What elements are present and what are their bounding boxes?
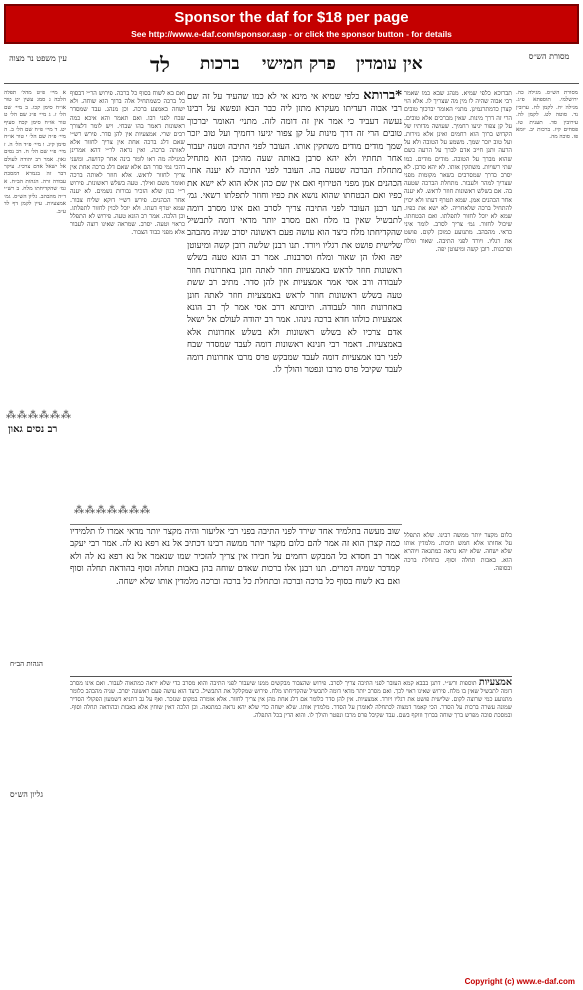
gemara-text: כלפי שמיא אי מינא אי לא כמו שהעיד על זה שם רבי אבוה דעדיתו מעקרא מתזן ליה כבר הבא ונפשא על רבינו נעשה דעביד כי אמר אין זה דומה לזה. מתני׳ האומר יברכוך טובים הרי זה דרך מינות על קן צפור יגיעו רחמיך ועל טוב יזכר שמך מודים מודים משתקין אותו. העובר לפני התיבה וטעה יעבור אחר תחתיו ולא יהא סרבן באותה שעה מהיכן הוא מתחיל מתחלת הברכה שטעה בה. העובר לפני התיבה לא יענה אחר הכהנים אמן מפני הטירוף ואם אין שם כהן אלא הוא לא ישא את כפיו ואם הבטחתו שהוא נושא את כפיו וחוזר לתפלתו רשאי. גמ׳ תנו רבנן העובר לפני התיבה צריך לסרב ואם אינו מסרב דומה לתבשיל שאין בו מלח ואם מסרב יותר מדאי דומה לתבשיל שהקדיחתו מלח כיצד הוא עושה פעם ראשונה יסרב שניה מהבהב שלישית פושט את רגליו ויורד. תנו רבנן שלשה רובן קשה ומיעוטן יפה ואלו הן שאור ומלח וסרבנות. אמר רב הונא טעה בשלש ראשונות חוזר לראש באמצעיות חוזר לאתה חונן באחרונות חוזר לעבודה ורב אסי אמר אמצעיות אין להן סדר. מתיב רב ששת טעה בשלש ראשונות חוזר לראש באמצעיות חוזר לאתה חונן באחרונות חוזר לעבודה. תיובתא דרב אסי אמר לך רב הונא אמצעיות כולהו חדא ברכה נינהו. אמר רב יהודה לעולם אל ישאל אדם צרכיו לא בשלש ראשונות ולא בשלש אחרונות אלא באמצעיות. דאמר רבי חנינא ראשונות דומה לעבד שמסדר שבח לפני רבו אמצעיות דומה לעבד שמבקש פרס מרבו אחרונות דומה לעבד שקיבל פרס מרבו ונפטר והולך לו.: [187, 92, 402, 375]
bottom-lead-word: אמצעיות: [478, 677, 512, 688]
chapter-number: פרק חמישי: [262, 54, 336, 74]
page-header: [4, 50, 579, 84]
page-number: לד: [150, 52, 170, 77]
chapter-name: אין עומדין: [356, 54, 423, 74]
masoret-heading: מסורת הש״ס: [528, 52, 570, 61]
section-ornament-2: ⁂⁂⁂⁂⁂⁂⁂: [74, 505, 151, 516]
rashi-column: תברוכא כלפי שמיא. מנהג שבא כמו שאמר רבי אבוה שהיה לו מין מה שצריך לו. אלא הוי קצרן כדמתרגמינן. מתני׳ האומר יברכוך טובים הרי זה דרך מינות. שאין מברכים אלא טובים. על קן צפור יגיעו רחמיך. שעושה מדותיו של הקדוש ברוך הוא רחמים ואינן אלא גזירות. ועל טוב יזכר שמך. משמע על הטובה ולא על הרעה ותנן חייב אדם לברך על הרעה כשם שהוא מברך על הטובה. מודים מודים. כמו שתי רשויות. משתקין אותו. לא יהא סרבן. לא יסרב כדרך שמסרבים בשאר מקומות מפני שצריך למהר ולעבור. מתחלת הברכה שטעה בה. אם בשלש ראשונות חוזר לראש. לא יענה אחר הכהנים אמן. שמא תטרף דעתו ולא יכוין להתחיל ברכה שלאחריה. לא ישא את כפיו. שמא לא יוכל לחזור לתפלתו. ואם הבטחתו. שיכול לחזור. גמ׳ צריך לסרב. לומר איני כדאי. מהבהב. מתנועע כמוכן לקום. פושט את רגליו. ויורד לפני התיבה. שאור ומלח וסרבנות. רובן קשה ומיעוטן יפה.: [404, 90, 512, 253]
tosafot-column: ואם בא לשוח בסוף כל ברכה. פירוש הר״י דבסוף כל ברכה כשמתחיל אלה ברוך הוא שוחה. ולא ישחה באמצע ברכה. וכן מנהג. עבד שמסדר שבח לפני רבו. ואם תאמר והא איכא כמה ראשונות דאמר בהו שבחי. ויש לומר דלצורך רבים שרי. אמצעיות אין להן סדר. פירש רש״י שאם דלג ברכה אחת אין צריך לחזור אלא לאותה ברכה. ואין נראה לר״י דהא אמרינן במגילה מה ראו לומר בינה אחר קדושה. ומשני דהכי נמי סדר הם אלא שאם דלג ברכה אחת אין צריך לחזור לראש. אלא חוזר לאותה ברכה ואומר משם ואילך. טעה בשלש ראשונות. פירוש ר״י כגון שלא הזכיר גבורות גשמים. לא יענה אחר הכהנים. פירש רש״י דוקא שליח צבור. שמא יטרף דעתו. ולא יוכל לכוין לחזור לתפלתו. וכן הלכה. אמר רב הונא טעה. פירוש לא התפלל כראוי וטעה. יסרב. שמראה שאינו רוצה לעבור אלא מפני כבוד הצבור.: [70, 90, 185, 237]
sponsor-banner[interactable]: [4, 4, 579, 44]
gemara-column: [187, 90, 402, 522]
hagahot-title: הגהות הב״ח: [10, 660, 43, 668]
bottom-commentary: [70, 676, 512, 966]
ein-mishpat-heading: עין משפט נר מצוה: [9, 54, 67, 63]
rav-nissim-gaon-title: רב נסים גאון: [8, 424, 58, 435]
section-divider: [70, 524, 402, 525]
masoret-hashas-column: מסורת הש״ס. מגילה כה. ירושלמי. תוספתא פ״ג. מגילה יח. לקמן לח. ערובין נד. סוטה לט. לקמן לה. עירובין סד. תענית טז. פסחים קיז. ברכות יב. יומא פז. סוכה מה.: [516, 90, 578, 141]
gemara-lead-word: *ברותא: [363, 90, 402, 103]
rashi-lower-column: כלום מקצר יותר ממשה רבינו. שלא התפלל על אחותו אלא חמש תיבות. מלמדין אותו שלא ישחה. שלא יהא נראה כמתגאה ויוהרא הוא. באבות תחלה וסוף. בתחלת ברכה ובסופה.: [404, 532, 512, 572]
sponsor-title[interactable]: Sponsor the daf for $18 per page: [174, 9, 409, 26]
talmud-page: [4, 50, 579, 972]
ein-mishpat-column: א מיי׳ פ״ט מהל׳ תפלה הלכה ג סמג עשין יט טור או״ח סימן קכו. ב מיי׳ שם הל׳ ז. ג מיי׳ פ״ג שם הל׳ ט טור או״ח סימן קכח סעיף יט. ד מיי׳ פ״ח שם הל׳ ב. ה מיי׳ פ״ה שם הל׳ י טור או״ח סימן קיג. ו מיי׳ פ״ד הל׳ ה. ז מיי׳ פ״י שם הל׳ ח. רב נסים גאון. אמר רב יהודה לעולם אל ישאל אדם צרכיו. עיקר דבר זה בגמרא דמסכת עבודה זרה. הגהות הב״ח. א גמ׳ שהקדיחתו מלח. ב רש״י ד״ה מהבהב. גליון הש״ס. גמ׳ אמצעיות. עיין לקמן דף לד ע״ב.: [4, 90, 66, 215]
copyright-footer[interactable]: Copyright (c) www.e-daf.com: [464, 977, 575, 986]
bottom-commentary-text: תוספות ורש״י. דתנן בבבא קמא העובר לפני התיבה צריך לסרב. פירוש שהצבור מבקשים ממנו שיעבור לפני התיבה והוא מסרב כדי שלא יראה כמתאוה לעבור. ואם אינו מסרב דומה לתבשיל שאין בו מלח. פירוש שאינו ראוי לכך. ואם מסרב יותר מדאי דומה לתבשיל שהקדיחתו מלח. פירוש שמקלקל את התבשיל. כיצד הוא עושה פעם ראשונה יסרב. שניה מהבהב כלומר מתנועע כמי שרוצה לקום. שלישית פושט את רגליו ויורד. אמצעיות. אין להן סדר כלומר אם דלג אחת מהן אין צריך לחזור. אלא אומרה במקום שנזכר. ואף על גב דתניא דשמעון הפקולי הסדיר שמונה עשרה ברכות על הסדר. הכי קאמר דמצוה לכתחלה לאומרן על הסדר. מלמדין אותו. שלא ישחה כדי שלא יהא נראה כמתגאה. וכן הלכה דאין שוחין אלא באבות ובהודאה תחלה וסוף. ובמסכת סוכה מפרש ברך שוחה בברוך וזוקף בשם. עבד שקיבל פרס מרבו ונפטר והולך לו. והוא הדין בכל התפלה.: [70, 680, 512, 719]
gilyon-title: גליון הש״ס: [10, 790, 43, 799]
section-ornament-1: ⁂⁂⁂⁂⁂⁂: [6, 410, 72, 421]
gemara-lower-column: שוב מעשה בתלמיד אחד שירד לפני התיבה בפני רבי אליעזר והיה מקצר יותר מדאי אמרו לו תלמידיו כמה קצרן הוא זה אמר להם כלום מקצר יותר ממשה רבינו דכתיב אל נא רפא נא לה. אמר רבי יעקב אמר רב חסדא כל המבקש רחמים על חבירו אין צריך להזכיר שמו שנאמר אל נא רפא נא לה ולא קמדכר שמיה דמרים. תנו רבנן אלו ברכות שאדם שוחה בהן באבות תחלה וסוף בהודאה תחלה וסוף ואם בא לשוח בסוף כל ברכה וברכה ובתחלת כל ברכה וברכה מלמדין אותו שלא ישחה.: [70, 527, 400, 587]
sponsor-subtitle[interactable]: See http://www.e-daf.com/sponsor.asp - or click the sponsor button - for details: [131, 29, 452, 39]
tractate-name: ברכות: [200, 54, 240, 74]
